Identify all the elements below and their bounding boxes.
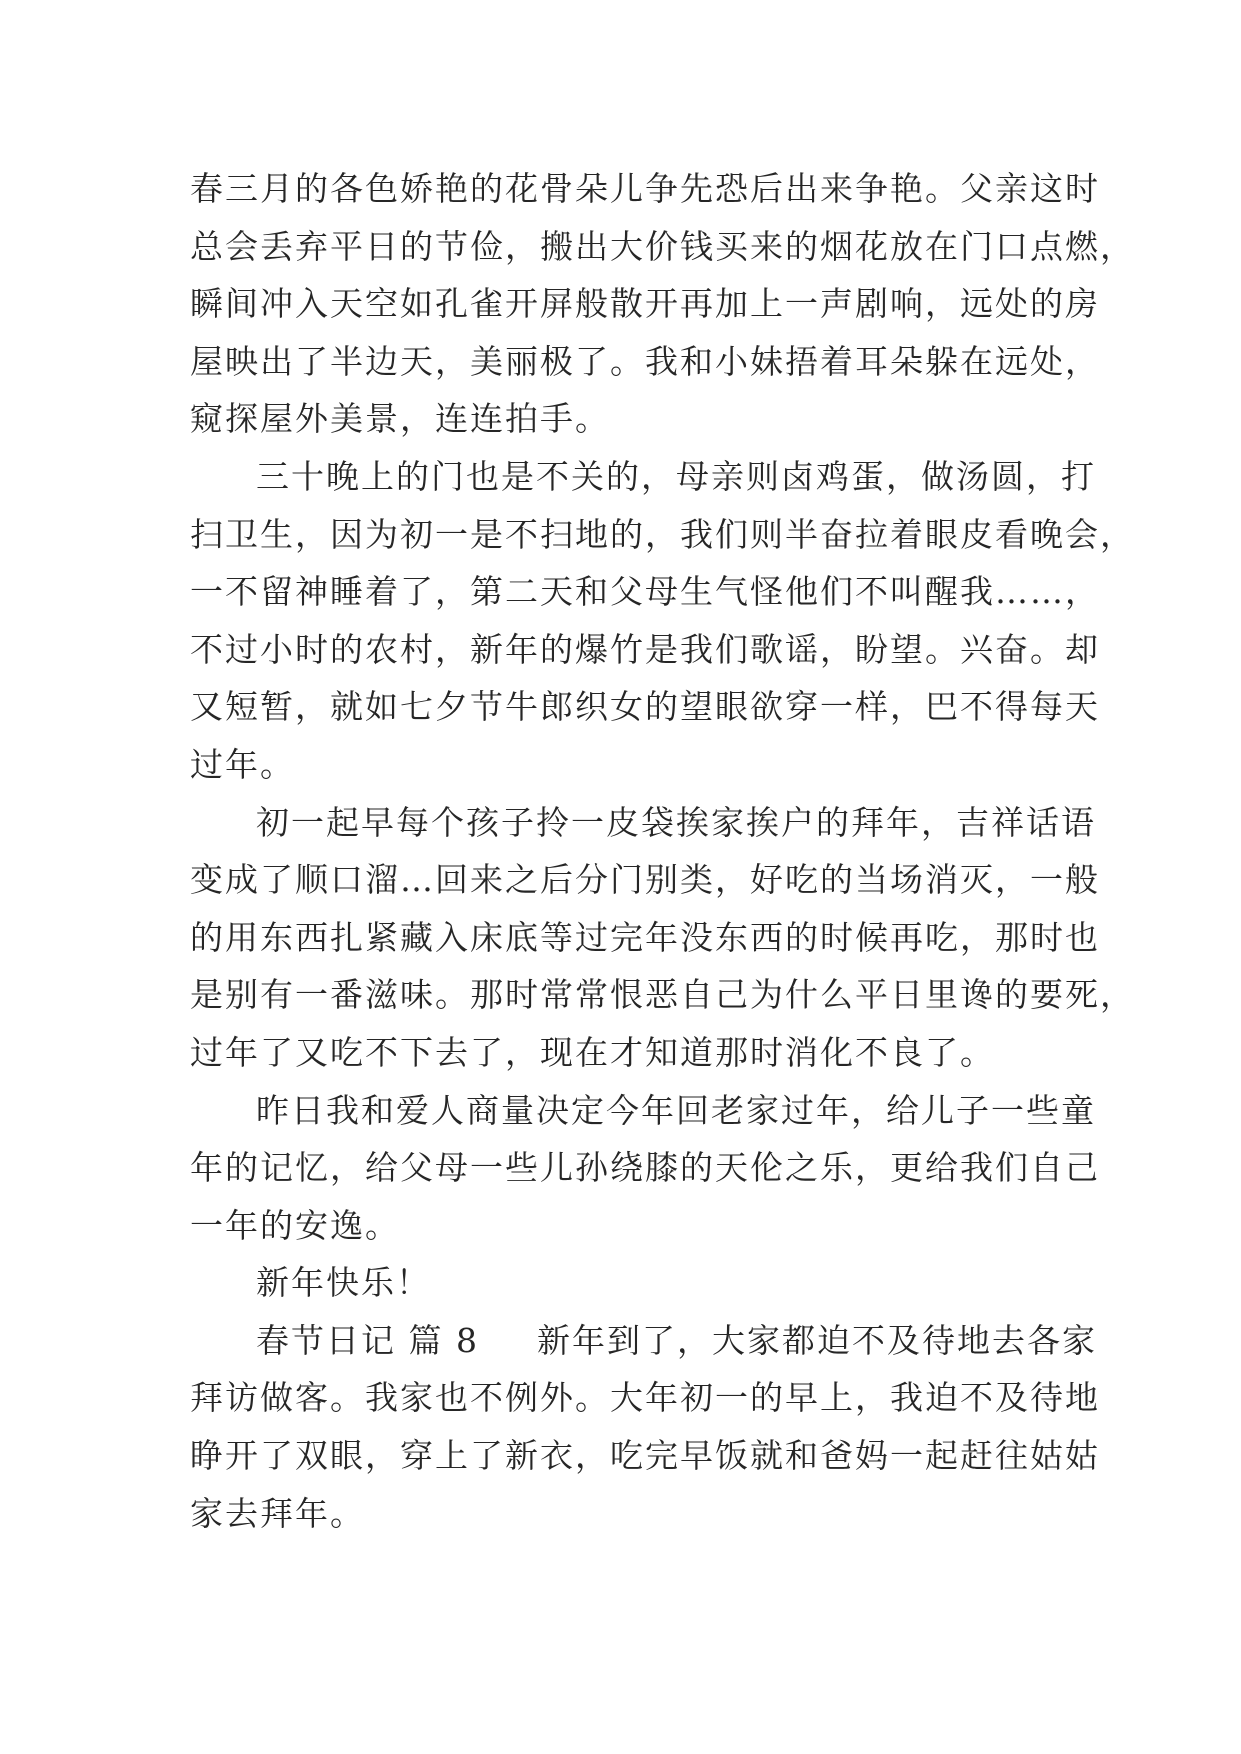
text-line: 窥探屋外美景，连连拍手。 bbox=[190, 399, 610, 439]
text-line: 不过小时的农村，新年的爆竹是我们歌谣，盼望。兴奋。却 bbox=[190, 629, 1100, 669]
text-line: 过年。 bbox=[190, 744, 295, 784]
text-line: 家去拜年。 bbox=[190, 1493, 365, 1533]
text-line: 春三月的各色娇艳的花骨朵儿争先恐后出来争艳。父亲这时 bbox=[190, 169, 1100, 208]
text-line: 一年的安逸。 bbox=[190, 1205, 400, 1245]
text-line: 三十晚上的门也是不关的，母亲则卤鸡蛋，做汤圆，打 bbox=[256, 456, 1096, 496]
text-line: 总会丢弃平日的节俭，搬出大价钱买来的烟花放在门口点燃， bbox=[190, 226, 1135, 266]
text-line: 扫卫生，因为初一是不扫地的，我们则半奋拉着眼皮看晚会， bbox=[190, 514, 1135, 554]
paragraph-3 bbox=[190, 794, 1135, 1082]
text-line: 拜访做客。我家也不例外。大年初一的早上，我迫不及待地 bbox=[190, 1378, 1100, 1418]
paragraph-5 bbox=[190, 1254, 1050, 1312]
text-line: 是别有一番滋味。那时常常恨恶自己为什么平日里谗的要死， bbox=[190, 975, 1135, 1015]
text-line: 变成了顺口溜…回来之后分门别类，好吃的当场消灭，一般 bbox=[190, 860, 1100, 900]
text-line: 的用东西扎紧藏入床底等过完年没东西的时候再吃，那时也 bbox=[190, 917, 1100, 957]
section-first-line-text: 新年到了，大家都迫不及待地去各家 bbox=[536, 1320, 1097, 1360]
text-line: 昨日我和爱人商量决定今年回老家过年，给儿子一些童 bbox=[256, 1090, 1096, 1130]
document-body bbox=[190, 160, 1135, 1542]
section-diary-8 bbox=[190, 1312, 1100, 1542]
section-heading: 春节日记 篇 8 bbox=[256, 1320, 479, 1360]
paragraph-1 bbox=[190, 160, 1135, 448]
text-line: 初一起早每个孩子拎一皮袋挨家挨户的拜年，吉祥话语 bbox=[256, 802, 1096, 842]
text-line: 屋映出了半边天，美丽极了。我和小妹捂着耳朵躲在远处， bbox=[190, 341, 1100, 381]
text-line: 又短暂，就如七夕节牛郎织女的望眼欲穿一样，巴不得每天 bbox=[190, 687, 1100, 727]
text-line: 年的记忆，给父母一些儿孙绕膝的天伦之乐，更给我们自己 bbox=[190, 1148, 1100, 1188]
section-first-line bbox=[190, 1312, 1097, 1370]
text-line: 一不留神睡着了，第二天和父母生气怪他们不叫醒我……， bbox=[190, 572, 1100, 612]
paragraph-4 bbox=[190, 1082, 1100, 1255]
text-line: 瞬间冲入天空如孔雀开屏般散开再加上一声剧响，远处的房 bbox=[190, 284, 1100, 324]
text-line: 睁开了双眼，穿上了新衣，吃完早饭就和爸妈一起赶往姑姑 bbox=[190, 1436, 1100, 1476]
text-line: 过年了又吃不下去了，现在才知道那时消化不良了。 bbox=[190, 1032, 995, 1072]
text-line: 新年快乐！ bbox=[256, 1263, 431, 1303]
paragraph-2 bbox=[190, 448, 1135, 794]
